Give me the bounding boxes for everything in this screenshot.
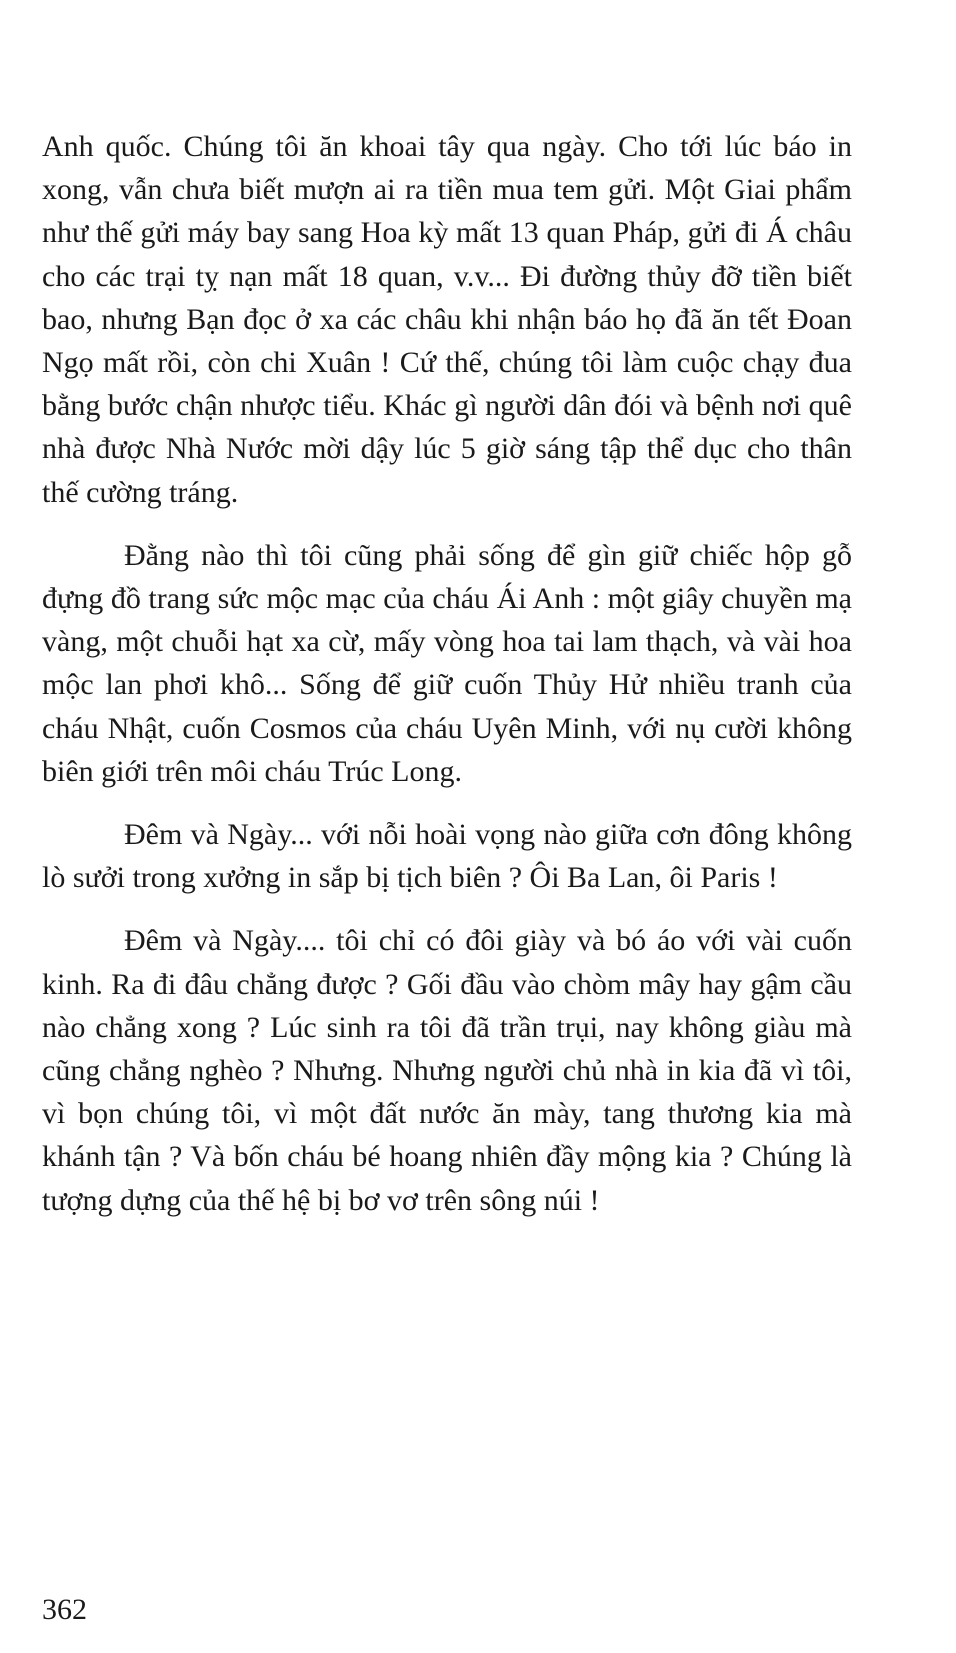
- page-number: 362: [42, 1593, 87, 1626]
- paragraph: Đêm và Ngày.... tôi chỉ có đôi giày và bó áo với vài cuốn kinh. Ra đi đâu chẳng được ? Gối đầu vào chòm mây hay gậm cầu nào chẳng xong ? Lúc sinh ra tôi đã trần trụi, nay không giàu mà cũng chẳng nghèo ? Nhưng. Nhưng người chủ nhà in kia đã vì tôi, vì bọn chúng tôi, vì một đất nước ăn mày, tang thương kia mà khánh tận ? Và bốn cháu bé hoang nhiên đầy mộng kia ? Chúng là tượng dựng của thế hệ bị bơ vơ trên sông núi !: [42, 924, 852, 1217]
- paragraph-continuation: Anh quốc. Chúng tôi ăn khoai tây qua ngày. Cho tới lúc báo in xong, vẫn chưa biết mượn ai ra tiền mua tem gửi. Một Giai phẩm như thế gửi máy bay sang Hoa kỳ mất 13 quan Pháp, gửi đi Á châu cho các trại tỵ nạn mất 18 quan, v.v... Đi đường thủy đỡ tiền biết bao, nhưng Bạn đọc ở xa các châu khi nhận báo họ đã ăn tết Đoan Ngọ mất rồi, còn chi Xuân ! Cứ thế, chúng tôi làm cuộc chạy đua bằng bước chận nhược tiểu. Khác gì người dân đói và bệnh nơi quê nhà được Nhà Nước mời dậy lúc 5 giờ sáng tập thể dục cho thân thế cường tráng.: [42, 130, 852, 509]
- paragraph: Đằng nào thì tôi cũng phải sống để gìn giữ chiếc hộp gỗ đựng đồ trang sức mộc mạc của cháu Ái Anh : một giây chuyền mạ vàng, một chuỗi hạt xa cừ, mấy vòng hoa tai lam thạch, và vài hoa mộc lan phơi khô... Sống để giữ cuốn Thủy Hử nhiều tranh của cháu Nhật, cuốn Cosmos của cháu Uyên Minh, với nụ cười không biên giới trên môi cháu Trúc Long.: [42, 538, 852, 788]
- paragraph: Đêm và Ngày... với nỗi hoài vọng nào giữa cơn đông không lò sưởi trong xưởng in sắp bị tịch biên ? Ôi Ba Lan, ôi Paris !: [42, 818, 852, 895]
- body-text: [42, 125, 852, 1242]
